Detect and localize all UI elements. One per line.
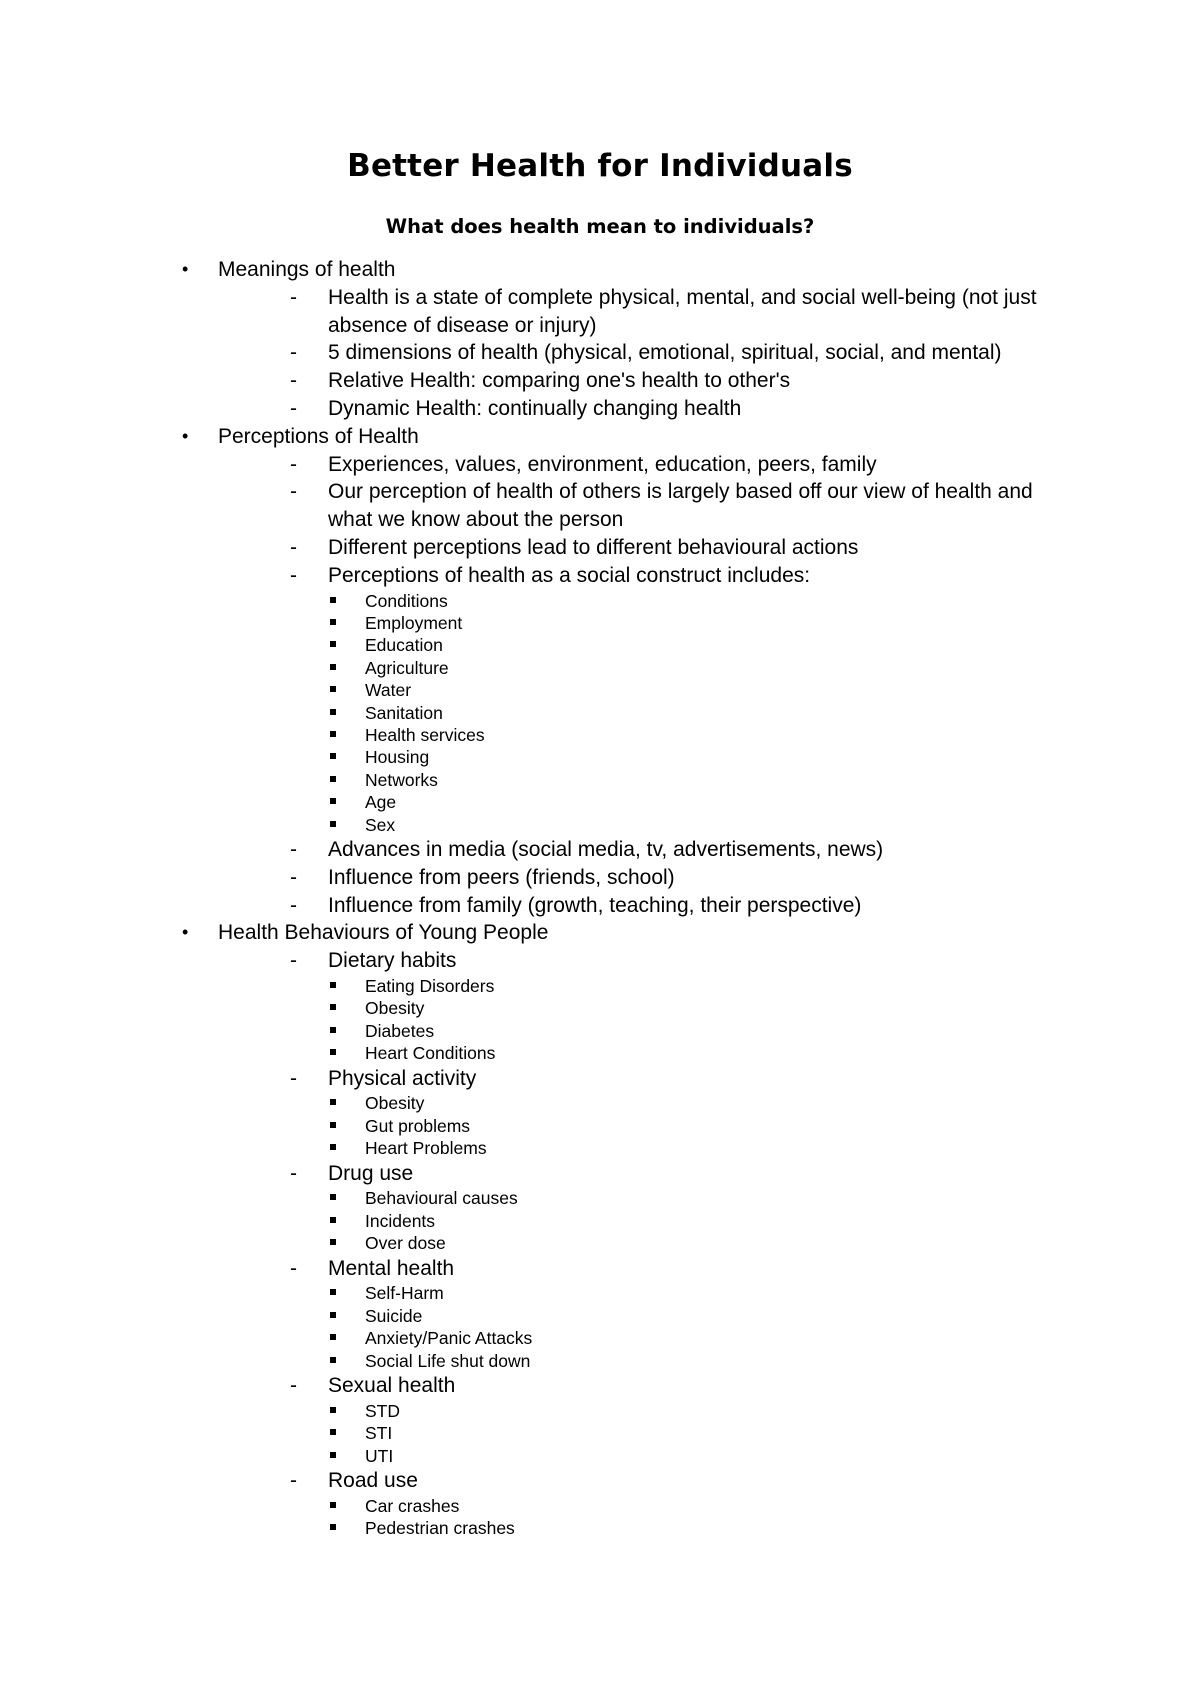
- sub-list-item-text: Heart Problems: [365, 1138, 487, 1159]
- square-bullet-icon: [330, 798, 336, 804]
- sub-list-item: [0, 975, 1200, 997]
- sub-list-item: [0, 1020, 1200, 1042]
- list-item: [0, 892, 1200, 920]
- sub-list-item-text: Anxiety/Panic Attacks: [365, 1328, 533, 1349]
- sub-list-item: [0, 1232, 1200, 1254]
- sub-list-item: [0, 1517, 1200, 1539]
- sub-list-item-text: Heart Conditions: [365, 1043, 496, 1064]
- square-bullet-icon: [330, 1429, 336, 1435]
- sub-list-item-text: Obesity: [365, 1093, 425, 1114]
- dash-icon: -: [290, 563, 297, 587]
- sub-list-item: [0, 791, 1200, 813]
- dash-icon: -: [290, 1256, 297, 1280]
- list-item: [0, 1160, 1200, 1188]
- dash-icon: -: [290, 893, 297, 917]
- square-bullet-icon: [330, 641, 336, 647]
- list-item-text: Mental health: [328, 1256, 455, 1280]
- list-item-text: Advances in media (social media, tv, advertisements, news): [328, 838, 884, 862]
- list-item: [0, 1255, 1200, 1283]
- sub-list-item-text: Car crashes: [365, 1495, 460, 1516]
- list-item-text: Influence from peers (friends, school): [328, 865, 675, 889]
- dash-icon: -: [290, 452, 297, 476]
- sub-list-item: [0, 612, 1200, 634]
- square-bullet-icon: [330, 776, 336, 782]
- sub-list-item-text: Diabetes: [365, 1020, 435, 1041]
- list-item-text: Sexual health: [328, 1374, 456, 1398]
- sub-list-item: [0, 1282, 1200, 1304]
- dash-icon: -: [290, 1066, 297, 1090]
- square-bullet-icon: [330, 1334, 336, 1340]
- sub-list-item: [0, 814, 1200, 836]
- sub-list-item: [0, 724, 1200, 746]
- bullet-icon: •: [182, 259, 189, 279]
- square-bullet-icon: [330, 619, 336, 625]
- square-bullet-icon: [330, 982, 336, 988]
- sub-list-item: [0, 997, 1200, 1019]
- square-bullet-icon: [330, 686, 336, 692]
- sub-list-item: [0, 1350, 1200, 1372]
- sub-list-item-text: Employment: [365, 612, 463, 633]
- sub-list-item: [0, 1042, 1200, 1064]
- sub-list-item: [0, 590, 1200, 612]
- section-item: [0, 919, 1200, 947]
- outline-list: [0, 256, 1200, 1540]
- square-bullet-icon: [330, 1194, 336, 1200]
- list-item: [0, 1467, 1200, 1495]
- list-item-text: Physical activity: [328, 1066, 477, 1090]
- list-item-text: Relative Health: comparing one's health to other's: [328, 369, 791, 393]
- list-item: [0, 534, 1200, 562]
- sub-list-item-text: Over dose: [365, 1233, 446, 1254]
- list-item: [0, 1065, 1200, 1093]
- list-item-text: Road use: [328, 1469, 418, 1493]
- dash-icon: -: [290, 480, 297, 504]
- sub-list-item-text: Behavioural causes: [365, 1188, 518, 1209]
- square-bullet-icon: [330, 1144, 336, 1150]
- square-bullet-icon: [330, 731, 336, 737]
- list-item-text: Influence from family (growth, teaching, their perspective): [328, 893, 862, 917]
- sub-list-item-text: Obesity: [365, 998, 425, 1019]
- sub-list-item: [0, 1305, 1200, 1327]
- sub-list-item-text: Agriculture: [365, 657, 449, 678]
- square-bullet-icon: [330, 1217, 336, 1223]
- square-bullet-icon: [330, 1004, 336, 1010]
- bullet-icon: •: [182, 922, 189, 943]
- sub-list-item: [0, 1400, 1200, 1422]
- square-bullet-icon: [330, 753, 336, 759]
- square-bullet-icon: [330, 1407, 336, 1413]
- sub-list-item-text: Conditions: [365, 590, 448, 611]
- sub-list-item-text: Incidents: [365, 1210, 436, 1231]
- document-title: Better Health for Individuals: [347, 148, 853, 184]
- dash-icon: -: [290, 535, 297, 559]
- dash-icon: -: [290, 285, 297, 309]
- sub-list-item: [0, 1495, 1200, 1517]
- sub-list-item: [0, 1187, 1200, 1209]
- dash-icon: -: [290, 369, 297, 393]
- square-bullet-icon: [330, 709, 336, 715]
- dash-icon: -: [290, 1161, 297, 1185]
- sub-list-item-text: UTI: [365, 1445, 394, 1466]
- sub-list-item: [0, 1422, 1200, 1444]
- list-item: [0, 947, 1200, 975]
- square-bullet-icon: [330, 1099, 336, 1105]
- section-label: Perceptions of Health: [218, 424, 419, 448]
- list-item: [0, 284, 1200, 340]
- sub-list-item: [0, 702, 1200, 724]
- list-item-text: 5 dimensions of health (physical, emotional, spiritual, social, and mental): [328, 341, 1002, 365]
- list-item: [0, 395, 1200, 423]
- square-bullet-icon: [330, 1289, 336, 1295]
- square-bullet-icon: [330, 1452, 336, 1458]
- document-subtitle: What does health mean to individuals?: [385, 215, 815, 238]
- list-item: [0, 367, 1200, 395]
- sub-list-item: [0, 1115, 1200, 1137]
- sub-list-item-text: Age: [365, 792, 397, 813]
- square-bullet-icon: [330, 1049, 336, 1055]
- list-item: [0, 339, 1200, 367]
- dash-icon: -: [290, 1374, 297, 1398]
- bullet-icon: •: [182, 425, 189, 446]
- section-item: [0, 256, 1200, 284]
- dash-icon: -: [290, 1469, 297, 1493]
- square-bullet-icon: [330, 1357, 336, 1363]
- sub-list-item-text: Health services: [365, 725, 485, 745]
- dash-icon: -: [290, 838, 297, 862]
- sub-list-item-text: Sanitation: [365, 702, 443, 723]
- sub-list-item-text: Networks: [365, 769, 438, 790]
- dash-icon: -: [290, 341, 297, 365]
- sub-list-item: [0, 746, 1200, 768]
- square-bullet-icon: [330, 664, 336, 670]
- square-bullet-icon: [330, 821, 336, 827]
- dash-icon: -: [290, 865, 297, 889]
- sub-list-item: [0, 634, 1200, 656]
- list-item: [0, 864, 1200, 892]
- sub-list-item: [0, 679, 1200, 701]
- sub-list-item: [0, 769, 1200, 791]
- dash-icon: -: [290, 396, 297, 420]
- sub-list-item-text: Pedestrian crashes: [365, 1518, 515, 1539]
- sub-list-item-text: Sex: [365, 814, 396, 835]
- sub-list-item-text: STD: [365, 1400, 400, 1421]
- sub-list-item-text: Water: [365, 680, 412, 701]
- sub-list-item-text: Suicide: [365, 1305, 423, 1326]
- section-label: Health Behaviours of Young People: [218, 921, 549, 945]
- square-bullet-icon: [330, 1027, 336, 1033]
- sub-list-item-text: STI: [365, 1423, 393, 1444]
- list-item: [0, 562, 1200, 590]
- sub-list-item-text: Social Life shut down: [365, 1350, 531, 1371]
- list-item: [0, 451, 1200, 479]
- section-label: Meanings of health: [218, 258, 396, 281]
- square-bullet-icon: [330, 1312, 336, 1318]
- sub-list-item-text: Education: [365, 635, 443, 656]
- sub-list-item-text: Housing: [365, 747, 430, 768]
- sub-list-item: [0, 1092, 1200, 1114]
- sub-list-item-text: Self-Harm: [365, 1283, 444, 1304]
- sub-list-item: [0, 1327, 1200, 1349]
- list-item-text: Different perceptions lead to different behavioural actions: [328, 535, 859, 559]
- list-item: [0, 478, 1200, 534]
- list-item-text: Experiences, values, environment, education, peers, family: [328, 452, 877, 476]
- square-bullet-icon: [330, 1524, 336, 1530]
- square-bullet-icon: [330, 1239, 336, 1245]
- sub-list-item: [0, 1137, 1200, 1159]
- list-item-text: Dynamic Health: continually changing health: [328, 396, 742, 420]
- list-item-text: Drug use: [328, 1161, 414, 1185]
- sub-list-item-text: Eating Disorders: [365, 976, 495, 997]
- sub-list-item: [0, 1445, 1200, 1467]
- sub-list-item: [0, 1210, 1200, 1232]
- list-item-text: Dietary habits: [328, 949, 457, 973]
- sub-list-item: [0, 657, 1200, 679]
- list-item: [0, 836, 1200, 864]
- square-bullet-icon: [330, 597, 336, 603]
- list-item-text: Our perception of health of others is largely based off our view of health and what we know about the person: [328, 480, 1033, 532]
- list-item: [0, 1372, 1200, 1400]
- square-bullet-icon: [330, 1122, 336, 1128]
- sub-list-item-text: Gut problems: [365, 1115, 471, 1136]
- list-item-text: Health is a state of complete physical, mental, and social well-being (not just absence of disease or injury): [328, 285, 1037, 337]
- square-bullet-icon: [330, 1502, 336, 1508]
- list-item-text: Perceptions of health as a social construct includes:: [328, 563, 811, 587]
- dash-icon: -: [290, 949, 297, 973]
- section-item: [0, 423, 1200, 451]
